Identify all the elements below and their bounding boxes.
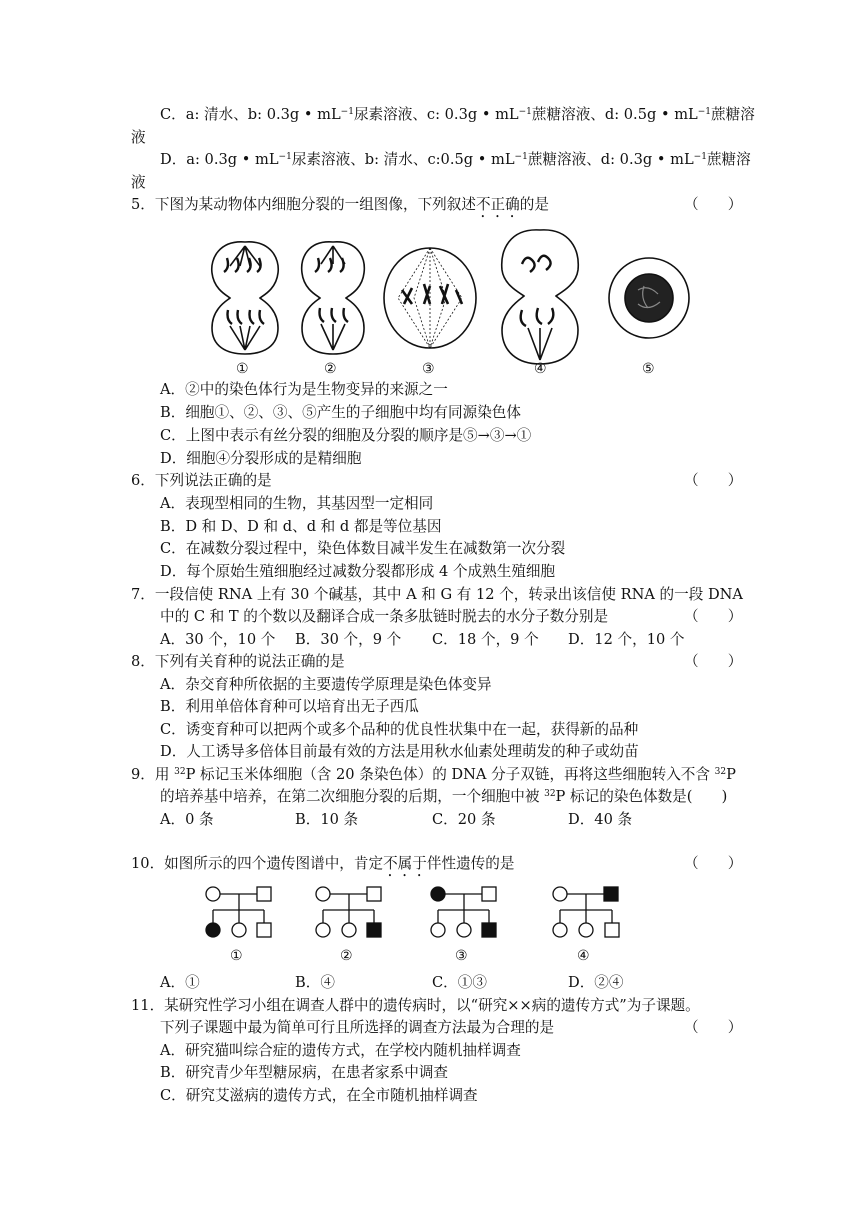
q7-answer-blank: （ ）: [684, 608, 743, 625]
q11-stem-line1: 11．某研究性学习小组在调查人群中的遗传病时，以“研究××病的遗传方式”为子课题。: [131, 997, 700, 1014]
cell-5-image: [609, 258, 689, 338]
q7-option-b: B．30 个，9 个: [295, 631, 402, 648]
emphasis-text: 不正确: [475, 196, 520, 213]
q9-option-c: C．20 条: [432, 811, 496, 828]
q10-answer-blank: （ ）: [684, 855, 743, 872]
fig-label-3: ③: [422, 361, 435, 377]
q11-stem-line2: 下列子课题中最为简单可行且所选择的调查方法最为合理的是: [160, 1019, 555, 1036]
q6-option-b: B．D 和 D、D 和 d、d 和 d 都是等位基因: [160, 518, 442, 535]
q4-option-d: D．a: 0.3g • $mL^{-1}$尿素溶液、b: 清水、c:0.5g • $mL^{-1}$蔗糖溶液、d: 0.3g • $mL^{-1}$蔗糖溶: [160, 151, 751, 168]
q11-option-a: A．研究猫叫综合症的遗传方式，在学校内随机抽样调查: [160, 1042, 521, 1059]
q8-option-d: D．人工诱导多倍体目前最有效的方法是用秋水仙素处理萌发的种子或幼苗: [160, 743, 639, 760]
cell-4-image: [502, 230, 578, 364]
q6-option-a: A．表现型相同的生物，其基因型一定相同: [160, 495, 434, 512]
q9-option-b: B．10 条: [295, 811, 359, 828]
q10-option-a: A．①: [160, 974, 200, 991]
q10-option-c: C．①③: [432, 974, 487, 991]
fig-label-2: ②: [324, 361, 337, 377]
cell-division-figure: [200, 228, 700, 378]
q11-option-c: C．研究艾滋病的遗传方式，在全市随机抽样调查: [160, 1087, 478, 1104]
q7-option-d: D．12 个，10 个: [568, 631, 685, 648]
q4-option-d-wrap: 液: [131, 174, 146, 191]
q11-option-b: B．研究青少年型糖尿病，在患者家系中调查: [160, 1064, 449, 1081]
q8-stem: 8．下列有关育种的说法正确的是: [131, 653, 345, 670]
pedigree-1: [206, 887, 271, 937]
q8-option-a: A．杂交育种所依据的主要遗传学原理是染色体变异: [160, 676, 492, 693]
pedigree-label-1: ①: [230, 948, 243, 964]
q7-stem-line2: 中的 C 和 T 的个数以及翻译合成一条多肽链时脱去的水分子数分别是: [160, 608, 609, 625]
pedigree-3: [431, 887, 496, 937]
q10-option-b: B．④: [295, 974, 335, 991]
q4-option-c: C．a: 清水、b: 0.3g • $mL^{-1}$尿素溶液、c: 0.3g • $mL^{-1}$蔗糖溶液、d: 0.5g • $mL^{-1}$蔗糖溶: [160, 106, 755, 123]
pedigree-label-3: ③: [455, 948, 468, 964]
q5-stem: 5．下图为某动物体内细胞分裂的一组图像，下列叙述不正确的是: [131, 196, 549, 213]
pedigree-label-2: ②: [340, 948, 353, 964]
q5-option-c: C．上图中表示有丝分裂的细胞及分裂的顺序是⑤→③→①: [160, 427, 532, 444]
pedigree-4: [553, 887, 619, 937]
q7-stem-line1: 7．一段信使 RNA 上有 30 个碱基，其中 A 和 G 有 12 个，转录出该信使 RNA 的一段 DNA: [131, 586, 743, 603]
q8-option-c: C．诱变育种可以把两个或多个品种的优良性状集中在一起，获得新的品种: [160, 721, 639, 738]
q10-option-d: D．②④: [568, 974, 624, 991]
q6-option-d: D．每个原始生殖细胞经过减数分裂都形成 4 个成熟生殖细胞: [160, 563, 556, 580]
q9-stem-line1: 9．用 $^{32}$P 标记玉米体细胞（含 20 条染色体）的 DNA 分子双链，再将这些细胞转入不含 $^{32}$P: [131, 766, 736, 783]
q8-option-b: B．利用单倍体育种可以培育出无子西瓜: [160, 698, 419, 715]
q9-stem-line2: 的培养基中培养，在第二次细胞分裂的后期，一个细胞中被 $^{32}$P 标记的染色体数是( ): [160, 788, 728, 805]
pedigree-2: [316, 887, 381, 937]
q11-answer-blank: （ ）: [684, 1019, 743, 1036]
q6-option-c: C．在减数分裂过程中，染色体数目减半发生在减数第一次分裂: [160, 540, 566, 557]
q5-answer-blank: （ ）: [684, 196, 743, 213]
q4-option-c-wrap: 液: [131, 129, 146, 146]
q10-stem: 10．如图所示的四个遗传图谱中，肯定不属于伴性遗传的是: [131, 855, 515, 872]
q7-option-c: C．18 个，9 个: [432, 631, 539, 648]
q9-option-d: D．40 条: [568, 811, 633, 828]
pedigree-figure: [200, 880, 630, 965]
cell-3-image: [384, 248, 476, 348]
q5-option-b: B．细胞①、②、③、⑤产生的子细胞中均有同源染色体: [160, 404, 521, 421]
cell-1-image: [212, 242, 278, 354]
q8-answer-blank: （ ）: [684, 653, 743, 670]
q6-stem: 6．下列说法正确的是: [131, 472, 272, 489]
emphasis-text: 不属于: [383, 855, 427, 872]
q5-option-d: D．细胞④分裂形成的是精细胞: [160, 450, 362, 467]
q9-option-a: A．0 条: [160, 811, 214, 828]
fig-label-1: ①: [236, 361, 249, 377]
cell-2-image: [302, 242, 365, 354]
pedigree-label-4: ④: [577, 948, 590, 964]
q7-option-a: A．30 个，10 个: [160, 631, 276, 648]
fig-label-4: ④: [534, 361, 547, 377]
q6-answer-blank: （ ）: [684, 472, 743, 489]
fig-label-5: ⑤: [642, 361, 655, 377]
q5-option-a: A．②中的染色体行为是生物变异的来源之一: [160, 381, 448, 398]
